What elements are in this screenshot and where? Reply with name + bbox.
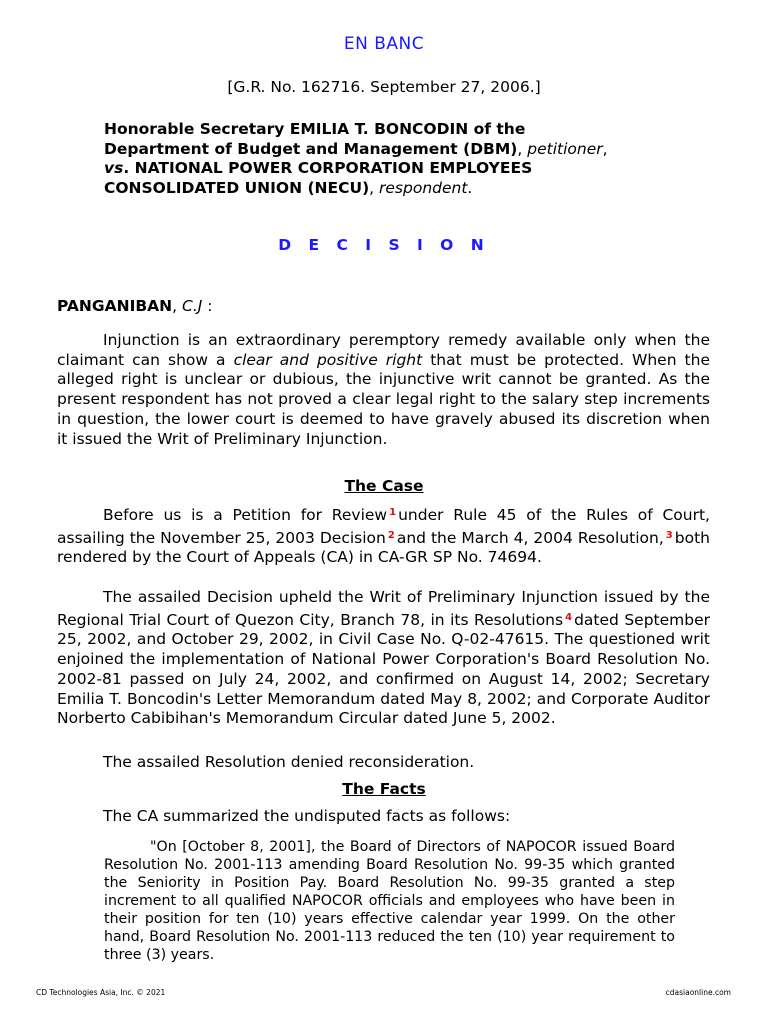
intro-paragraph — [57, 331, 710, 449]
text-run: The assailed Decision upheld the Writ of Preliminary Injunction issued by the Regional Trial Court of Quezon City, Branch 78, in its Resolutions — [57, 588, 710, 629]
case-paragraph-2-block — [57, 588, 710, 729]
text-run: under Rule 45 of the Rules of Court, assailing the November 25, 2003 Decision — [57, 506, 710, 547]
footnote-link-4[interactable]: 4 — [565, 611, 573, 623]
ponente-title: C.J — [182, 297, 203, 315]
heading-the-facts: The Facts — [342, 780, 426, 798]
text-run: Before us is a Petition for Review — [103, 506, 388, 524]
separator: , — [172, 297, 183, 315]
separator: . — [467, 178, 473, 197]
text-run: both rendered by the Court of Appeals (CA) in CA-GR SP No. 74694. — [57, 528, 710, 567]
versus-label: vs — [104, 159, 124, 177]
case-paragraph-3-block — [57, 753, 710, 773]
case-parties — [104, 120, 624, 198]
intro-paragraph-block — [57, 331, 710, 449]
separator: , — [369, 178, 380, 197]
respondent-role: respondent — [379, 178, 468, 197]
case-paragraph-1-block — [57, 503, 710, 568]
separator: , — [517, 139, 528, 158]
emphasis-text: clear and positive right — [233, 350, 423, 369]
ponente — [57, 297, 213, 315]
petitioner-role: petitioner — [527, 139, 603, 158]
text-run: dated September 25, 2002, and October 29, 2002, in Civil Case No. Q-02-47615. The questioned writ enjoined the implementation of National Power Corporation's Board Resolution No. 2002-81 passed on July 24, 2002, and confirmed on August 14, 2002; Secretary Emilia T. Boncodin's Letter Memorandum dated May 8, 2002; and Corporate Auditor Norberto Cabibihan's Memorandum Circular dated June 5, 2002. — [57, 610, 710, 728]
case-paragraph-1 — [57, 503, 710, 568]
facts-paragraph-block — [57, 807, 710, 827]
case-number: [G.R. No. 162716. September 27, 2006.] — [227, 78, 541, 96]
court-division: EN BANC — [343, 34, 425, 54]
footnote-link-2[interactable]: 2 — [387, 529, 395, 541]
footer-site: cdasiaonline.com — [665, 988, 731, 997]
ponente-name: PANGANIBAN — [57, 297, 173, 315]
respondent-name: NATIONAL POWER CORPORATION EMPLOYEES CONSOLIDATED UNION (NECU) — [104, 159, 533, 197]
case-paragraph-3: The assailed Resolution denied reconsideration. — [103, 753, 475, 771]
separator: , — [602, 139, 608, 158]
decision-title: D E C I S I O N — [278, 236, 490, 254]
separator: : — [202, 297, 213, 315]
petitioner-name: Honorable Secretary EMILIA T. BONCODIN of the Department of Budget and Management (DBM) — [104, 120, 526, 158]
case-paragraph-2 — [57, 588, 710, 729]
block-quote — [104, 838, 675, 964]
footnote-link-3[interactable]: 3 — [665, 529, 673, 541]
footer-copyright: CD Technologies Asia, Inc. © 2021 — [36, 988, 166, 997]
heading-the-case: The Case — [344, 477, 424, 495]
facts-paragraph-1: The CA summarized the undisputed facts as follows: — [103, 807, 511, 825]
text-run: that must be protected. When the alleged right is unclear or dubious, the injunctive writ cannot be granted. As the present respondent has not proved a clear legal right to the salary step increments in question, the lower court is deemed to have gravely abused its discretion when it issued the Writ of Preliminary Injunction. — [57, 350, 710, 448]
text-run: and the March 4, 2004 Resolution, — [396, 528, 664, 547]
quote-paragraph: "On [October 8, 2001], the Board of Directors of NAPOCOR issued Board Resolution No. 2001-113 amending Board Resolution No. 99-35 which granted the Seniority in Position Pay. Board Resolution No. 99-35 granted a step increment to all qualified NAPOCOR officials and employees who have been in their position for ten (10) years effective calendar year 1999. On the other hand, Board Resolution No. 2001-113 reduced the ten (10) year requirement to three (3) years. — [104, 839, 675, 963]
footnote-link-1[interactable]: 1 — [389, 507, 397, 518]
text-run: Injunction is an extraordinary peremptory remedy available only when the claimant can show a — [57, 331, 710, 369]
separator: . — [123, 159, 130, 177]
